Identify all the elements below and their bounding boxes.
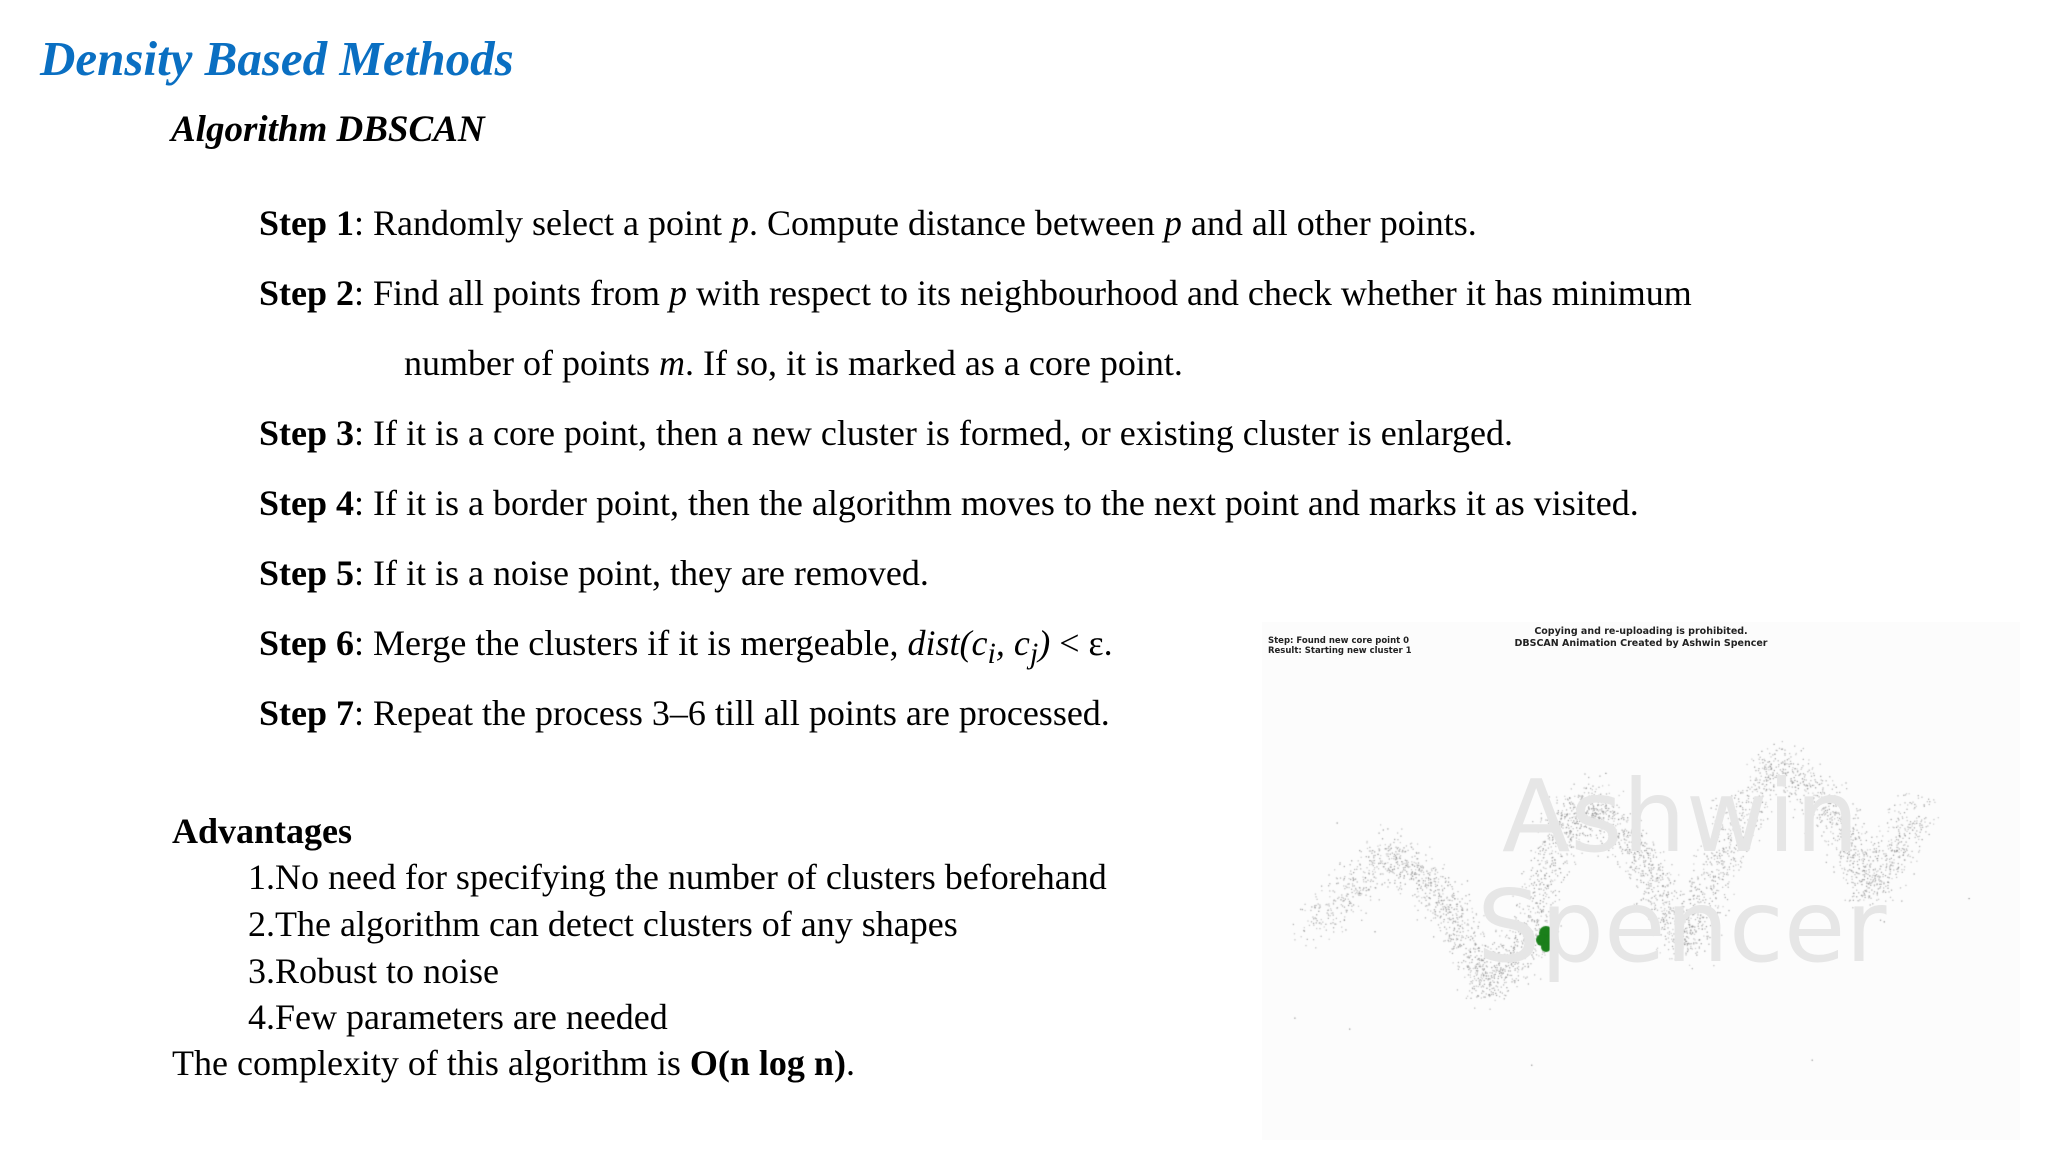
- step-label: Step 7: [259, 693, 355, 733]
- animation-step-text: Step: Found new core point 0: [1268, 636, 1410, 646]
- step-4: [259, 482, 1639, 524]
- dbscan-animation: [1262, 622, 2020, 1140]
- var-p: p: [730, 203, 749, 243]
- step-2-continued: [404, 342, 1183, 384]
- scatter-points: [1262, 622, 2020, 1140]
- var-p: p: [1163, 203, 1182, 243]
- step-6: [259, 622, 1113, 671]
- complexity-statement: [172, 1042, 855, 1084]
- algorithm-subtitle: Algorithm DBSCAN: [171, 109, 485, 150]
- animation-notice: [1262, 626, 2020, 650]
- step-text: . If so, it is marked as a core point.: [684, 343, 1183, 383]
- credit-notice: DBSCAN Animation Created by Ashwin Spencer: [1514, 638, 1768, 649]
- step-7: [259, 692, 1110, 734]
- step-1: [259, 202, 1477, 244]
- step-text: : Find all points from: [354, 273, 670, 313]
- step-text: : If it is a border point, then the algorithm moves to the next point and marks it as visited.: [354, 483, 1639, 523]
- step-text: and all other points.: [1181, 203, 1477, 243]
- watermark: Spencer: [1477, 868, 1887, 985]
- step-text: : If it is a core point, then a new cluster is formed, or existing cluster is enlarged.: [354, 413, 1514, 453]
- step-text: < ε.: [1050, 623, 1113, 663]
- step-text: : If it is a noise point, they are removed.: [354, 553, 929, 593]
- step-text: with respect to its neighbourhood and check whether it has minimum: [687, 273, 1692, 313]
- step-5: [259, 552, 929, 594]
- step-label: Step 1: [259, 203, 355, 243]
- step-2: [259, 272, 1692, 314]
- advantage-item: 2.The algorithm can detect clusters of any shapes: [248, 904, 958, 944]
- step-label: Step 3: [259, 413, 355, 453]
- advantage-item: 4.Few parameters are needed: [248, 997, 668, 1037]
- advantage-item: 3.Robust to noise: [248, 951, 500, 991]
- advantage-item: 1.No need for specifying the number of clusters beforehand: [248, 857, 1107, 897]
- step-text: number of points: [404, 343, 659, 383]
- var-m: m: [658, 343, 685, 383]
- step-label: Step 5: [259, 553, 355, 593]
- subscript-i: i: [987, 637, 996, 671]
- var-p: p: [669, 273, 688, 313]
- step-text: : Merge the clusters if it is mergeable,: [354, 623, 908, 663]
- step-label: Step 6: [259, 623, 355, 663]
- step-label: Step 4: [259, 483, 355, 523]
- complexity-text: The complexity of this algorithm is: [172, 1043, 690, 1083]
- step-text: : Randomly select a point: [354, 203, 731, 243]
- merge-formula: [907, 623, 1051, 671]
- step-label: Step 2: [259, 273, 355, 313]
- formula-part: , c: [995, 623, 1030, 663]
- animation-result-text: Result: Starting new cluster 1: [1268, 646, 1412, 656]
- step-3: [259, 412, 1513, 454]
- copy-notice: Copying and re-uploading is prohibited.: [1534, 626, 1748, 637]
- complexity-value: O(n log n): [689, 1043, 846, 1083]
- step-text: : Repeat the process 3–6 till all points are processed.: [354, 693, 1110, 733]
- page-title: Density Based Methods: [40, 31, 514, 86]
- step-text: . Compute distance between: [748, 203, 1164, 243]
- formula-part: ): [1038, 623, 1051, 663]
- complexity-text: .: [845, 1043, 855, 1083]
- formula-part: dist(c: [907, 623, 988, 663]
- watermark: Ashwin: [1502, 758, 1859, 875]
- advantages-heading: Advantages: [172, 811, 353, 851]
- subscript-j: j: [1029, 637, 1039, 671]
